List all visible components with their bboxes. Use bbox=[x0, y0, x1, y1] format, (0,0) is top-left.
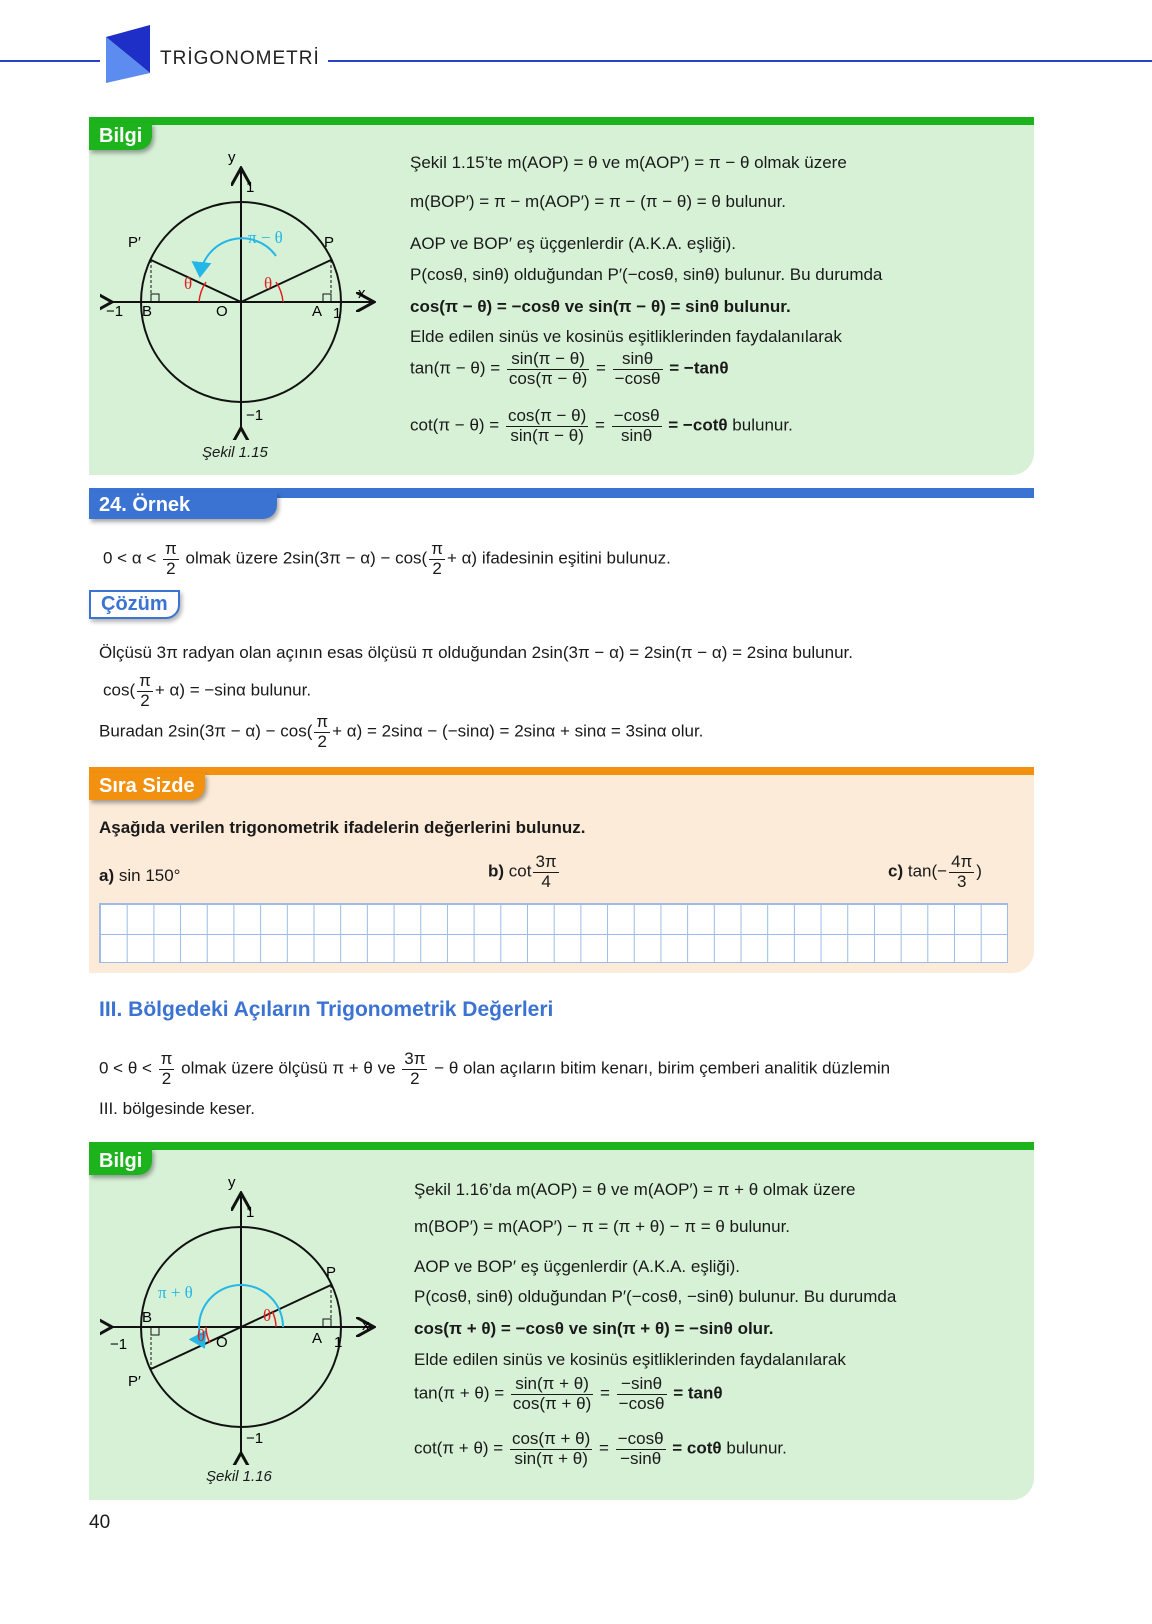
bilgi2-line-4: P(cosθ, sinθ) olduğundan P′(−cosθ, −sinθ) bulunur. Bu durumda bbox=[414, 1287, 897, 1306]
fig1-label-y: y bbox=[228, 150, 236, 166]
bilgi2-cot-formula: cot(π + θ) = $\frac{\cos(\pi + \theta)}{\sin(\pi + \theta)}$ = $\frac{-\cos\theta}{-\sin\theta}$ = cotθ bulunur. bbox=[414, 1429, 787, 1468]
fig2-label-x: x bbox=[362, 1317, 370, 1334]
bilgi1-line-4: P(cosθ, sinθ) olduğundan P′(−cosθ, sinθ) bulunur. Bu durumda bbox=[410, 265, 883, 284]
fig1-label-theta-left: θ bbox=[184, 274, 193, 293]
bilgi2-line-5: cos(π + θ) = −cosθ ve sin(π + θ) = −sinθ olur. bbox=[414, 1319, 774, 1338]
fig1-label-theta-right: θ bbox=[264, 274, 273, 293]
cozum-line-3: Buradan 2sin(3π − α) − cos( $\frac{\pi}{2}$ + α) = 2sinα − (−sinα) = 2sinα + sinα = 3sinα olur. bbox=[99, 712, 704, 751]
sira-item-b: b) cot $\frac{3\pi}{4}$ bbox=[488, 852, 557, 891]
fig2-label-P: P bbox=[326, 1264, 337, 1281]
ornek-question: 0 < α < $\frac{\pi}{2}$ olmak üzere 2sin(3π − α) − cos( $\frac{\pi}{2}$ + α) ifadesinin eşitini bulunuz. bbox=[103, 539, 671, 578]
fig2-label-theta-right: θ bbox=[263, 1306, 272, 1325]
cozum-tag: Çözüm bbox=[89, 590, 180, 619]
ornek-tag: 24. Örnek bbox=[89, 492, 277, 519]
section-heading: III. Bölgedeki Açıların Trigonometrik Değerleri bbox=[99, 998, 554, 1021]
fig1-label-P: P bbox=[324, 234, 335, 251]
bilgi2-line-2: m(BOP′) = m(AOP′) − π = (π + θ) − π = θ bulunur. bbox=[414, 1217, 791, 1236]
fig2-label-minus-one-left: −1 bbox=[110, 1336, 128, 1353]
fig1-label-P-prime: P′ bbox=[128, 234, 141, 251]
fig1-label-one-top: 1 bbox=[246, 179, 255, 196]
fig2-label-P-prime: P′ bbox=[128, 1373, 141, 1390]
sira-instruction: Aşağıda verilen trigonometrik ifadelerin değerlerini bulunuz. bbox=[99, 818, 586, 837]
page-number: 40 bbox=[89, 1512, 111, 1533]
fig2-label-minus-one-bottom: −1 bbox=[246, 1430, 264, 1447]
bilgi2-line-3: AOP ve BOP′ eş üçgenlerdir (A.K.A. eşliği). bbox=[414, 1257, 741, 1276]
bilgi1-line-1: Şekil 1.15’te m(AOP) = θ ve m(AOP′) = π − θ olmak üzere bbox=[410, 153, 847, 172]
header-title: TRİGONOMETRİ bbox=[160, 48, 320, 69]
sira-sizde-tag: Sıra Sizde bbox=[89, 773, 205, 800]
bilgi-tag-1: Bilgi bbox=[89, 123, 152, 150]
section-paragraph-line-2: III. bölgesinde keser. bbox=[99, 1099, 255, 1118]
bilgi-tag-2: Bilgi bbox=[89, 1148, 152, 1175]
bilgi1-line-2: m(BOP′) = π − m(AOP′) = π − (π − θ) = θ bulunur. bbox=[410, 192, 787, 211]
header-rule-left bbox=[0, 60, 100, 62]
fig1-label-one-right: 1 bbox=[333, 305, 342, 322]
bilgi1-line-5: cos(π − θ) = −cosθ ve sin(π − θ) = sinθ bulunur. bbox=[410, 297, 791, 316]
fig2-label-y: y bbox=[228, 1175, 236, 1191]
fig1-label-pi-minus-theta: π − θ bbox=[248, 228, 283, 247]
fig2-label-theta-left: θ bbox=[197, 1326, 206, 1345]
fig1-label-B: B bbox=[142, 303, 153, 320]
bilgi2-tan-formula: tan(π + θ) = $\frac{\sin(\pi + \theta)}{\cos(\pi + \theta)}$ = $\frac{-\sin\theta}{-\cos\theta}$ = tanθ bbox=[414, 1374, 723, 1413]
bilgi1-tan-formula: tan(π − θ) = $\frac{\sin(\pi - \theta)}{\cos(\pi - \theta)}$ = $\frac{\sin\theta}{-\cos\theta}$ = −tanθ bbox=[410, 349, 729, 388]
sira-item-a: a) sin 150° bbox=[99, 866, 181, 885]
header-triangle-icon bbox=[106, 25, 154, 83]
section-paragraph-line-1: 0 < θ < $\frac{\pi}{2}$ olmak üzere ölçüsü π + θ ve $\frac{3\pi}{2}$ − θ olan açıların bitim kenarı, birim çemberi analitik düzlemin bbox=[99, 1049, 891, 1088]
fig2-label-one-right: 1 bbox=[334, 1334, 343, 1351]
bilgi1-cot-formula: cot(π − θ) = $\frac{\cos(\pi - \theta)}{\sin(\pi - \theta)}$ = $\frac{-\cos\theta}{\sin\theta}$ = −cotθ bulunur. bbox=[410, 406, 793, 445]
fig2-label-one-top: 1 bbox=[246, 1204, 255, 1221]
fig1-label-O: O bbox=[216, 303, 228, 320]
unit-circle-figure-1-15 bbox=[100, 150, 390, 440]
figure-caption-1-16: Şekil 1.16 bbox=[206, 1468, 272, 1485]
fig2-label-O: O bbox=[216, 1334, 228, 1351]
cozum-line-2: cos( $\frac{\pi}{2}$ + α) = −sinα bulunur. bbox=[103, 671, 312, 710]
bilgi1-line-3: AOP ve BOP′ eş üçgenlerdir (A.K.A. eşliği). bbox=[410, 234, 737, 253]
fig1-label-A: A bbox=[312, 303, 323, 320]
cozum-line-1: Ölçüsü 3π radyan olan açının esas ölçüsü π olduğundan 2sin(3π − α) = 2sin(π − α) = 2sinα bulunur. bbox=[99, 643, 853, 662]
fig1-label-x: x bbox=[358, 285, 366, 302]
bilgi1-line-6: Elde edilen sinüs ve kosinüs eşitliklerinden faydalanılarak bbox=[410, 327, 842, 346]
bilgi2-line-1: Şekil 1.16’da m(AOP) = θ ve m(AOP′) = π + θ olmak üzere bbox=[414, 1180, 856, 1199]
header-rule-right bbox=[328, 60, 1152, 62]
fig2-label-pi-plus-theta: π + θ bbox=[158, 1283, 193, 1302]
fig1-label-minus-one-left: −1 bbox=[106, 303, 124, 320]
fig2-label-B: B bbox=[142, 1309, 153, 1326]
answer-grid[interactable] bbox=[99, 903, 1008, 963]
unit-circle-figure-1-16 bbox=[100, 1175, 390, 1465]
bilgi2-line-6: Elde edilen sinüs ve kosinüs eşitliklerinden faydalanılarak bbox=[414, 1350, 846, 1369]
sira-item-c: c) tan(− $\frac{4\pi}{3}$ ) bbox=[888, 852, 982, 891]
fig1-label-minus-one-bottom: −1 bbox=[246, 407, 264, 424]
fig2-label-A: A bbox=[312, 1330, 323, 1347]
figure-caption-1-15: Şekil 1.15 bbox=[202, 444, 268, 461]
